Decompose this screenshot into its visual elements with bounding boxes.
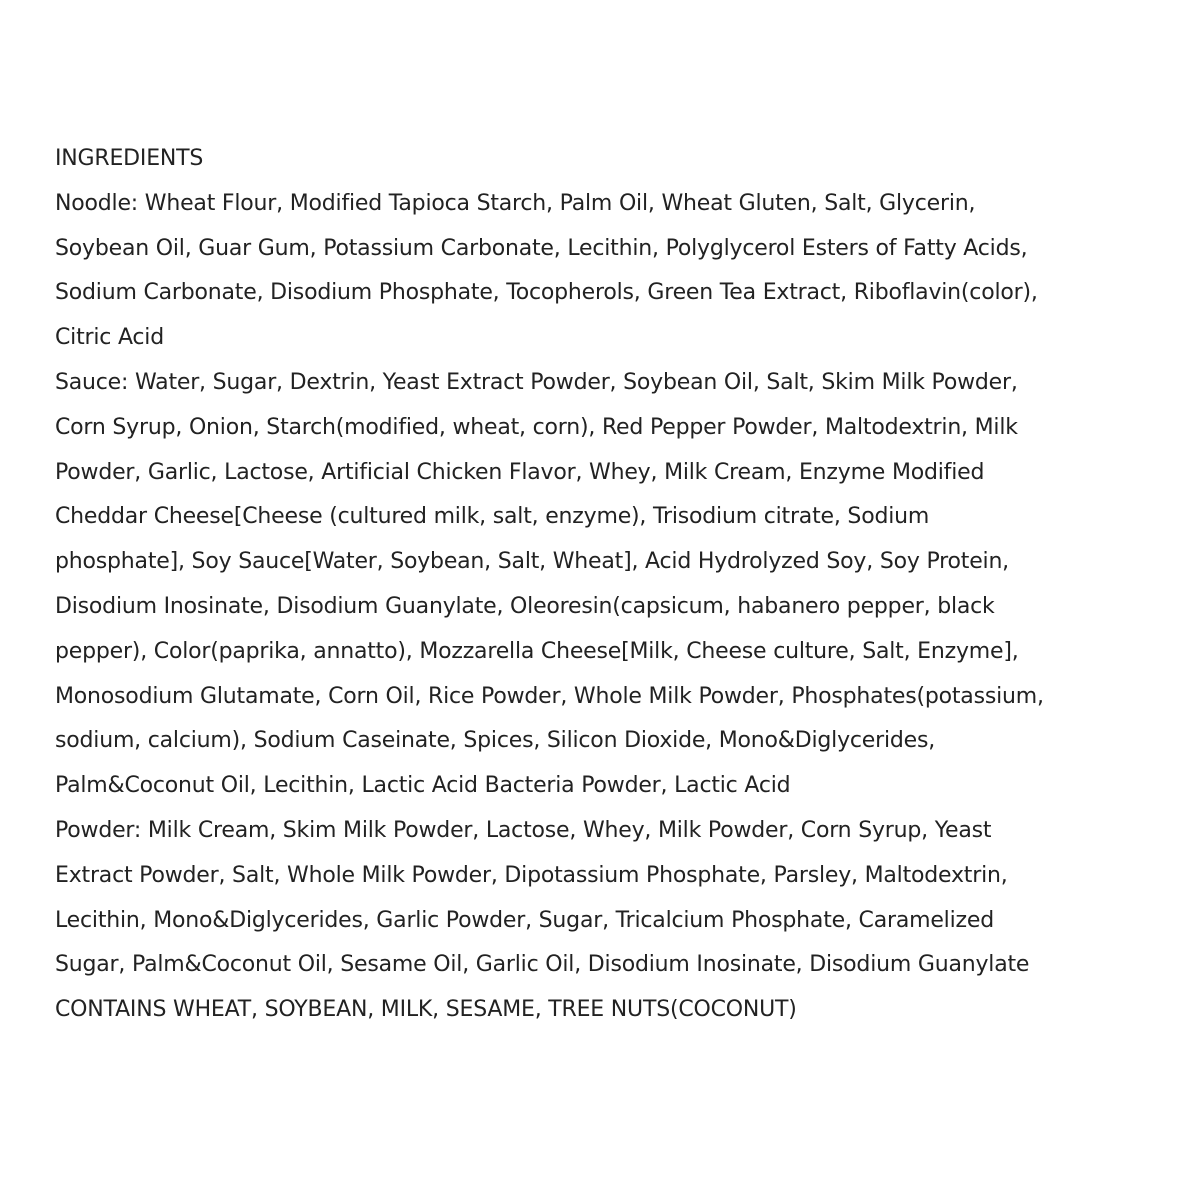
ingredient-line: Soybean Oil, Guar Gum, Potassium Carbonate, Lecithin, Polyglycerol Esters of Fatty Acids,	[55, 235, 1028, 261]
ingredient-line: Cheddar Cheese[Cheese (cultured milk, salt, enzyme), Trisodium citrate, Sodium	[55, 504, 930, 530]
ingredient-line: Monosodium Glutamate, Corn Oil, Rice Powder, Whole Milk Powder, Phosphates(potassium,	[55, 683, 1044, 709]
ingredient-line: Corn Syrup, Onion, Starch(modified, wheat, corn), Red Pepper Powder, Maltodextrin, Milk	[55, 414, 1018, 440]
ingredient-line: Palm&Coconut Oil, Lecithin, Lactic Acid Bacteria Powder, Lactic Acid	[55, 773, 791, 799]
ingredient-line: Powder: Milk Cream, Skim Milk Powder, Lactose, Whey, Milk Powder, Corn Syrup, Yeast	[55, 817, 992, 843]
ingredient-line: Lecithin, Mono&Diglycerides, Garlic Powder, Sugar, Tricalcium Phosphate, Caramelized	[55, 907, 994, 933]
ingredient-line: pepper), Color(paprika, annatto), Mozzarella Cheese[Milk, Cheese culture, Salt, Enzyme],	[55, 638, 1019, 664]
ingredient-line: Sauce: Water, Sugar, Dextrin, Yeast Extract Powder, Soybean Oil, Salt, Skim Milk Powder,	[55, 369, 1018, 395]
ingredient-line: Extract Powder, Salt, Whole Milk Powder, Dipotassium Phosphate, Parsley, Maltodextrin,	[55, 862, 1008, 888]
ingredient-line: Sodium Carbonate, Disodium Phosphate, Tocopherols, Green Tea Extract, Riboflavin(color),	[55, 280, 1038, 306]
allergen-statement: CONTAINS WHEAT, SOYBEAN, MILK, SESAME, TREE NUTS(COCONUT)	[55, 997, 797, 1023]
ingredient-line: Citric Acid	[55, 325, 164, 351]
ingredients-block	[55, 137, 1175, 1033]
ingredient-line: phosphate], Soy Sauce[Water, Soybean, Salt, Wheat], Acid Hydrolyzed Soy, Soy Protein,	[55, 549, 1009, 575]
ingredients-heading: INGREDIENTS	[55, 146, 204, 171]
ingredient-line: Noodle: Wheat Flour, Modified Tapioca Starch, Palm Oil, Wheat Gluten, Salt, Glycerin,	[55, 190, 976, 216]
ingredient-line: Disodium Inosinate, Disodium Guanylate, Oleoresin(capsicum, habanero pepper, black	[55, 593, 995, 619]
ingredient-line: Powder, Garlic, Lactose, Artificial Chicken Flavor, Whey, Milk Cream, Enzyme Modified	[55, 459, 985, 485]
ingredient-line: sodium, calcium), Sodium Caseinate, Spices, Silicon Dioxide, Mono&Diglycerides,	[55, 728, 936, 754]
ingredient-line: Sugar, Palm&Coconut Oil, Sesame Oil, Garlic Oil, Disodium Inosinate, Disodium Guanylate	[55, 952, 1030, 978]
